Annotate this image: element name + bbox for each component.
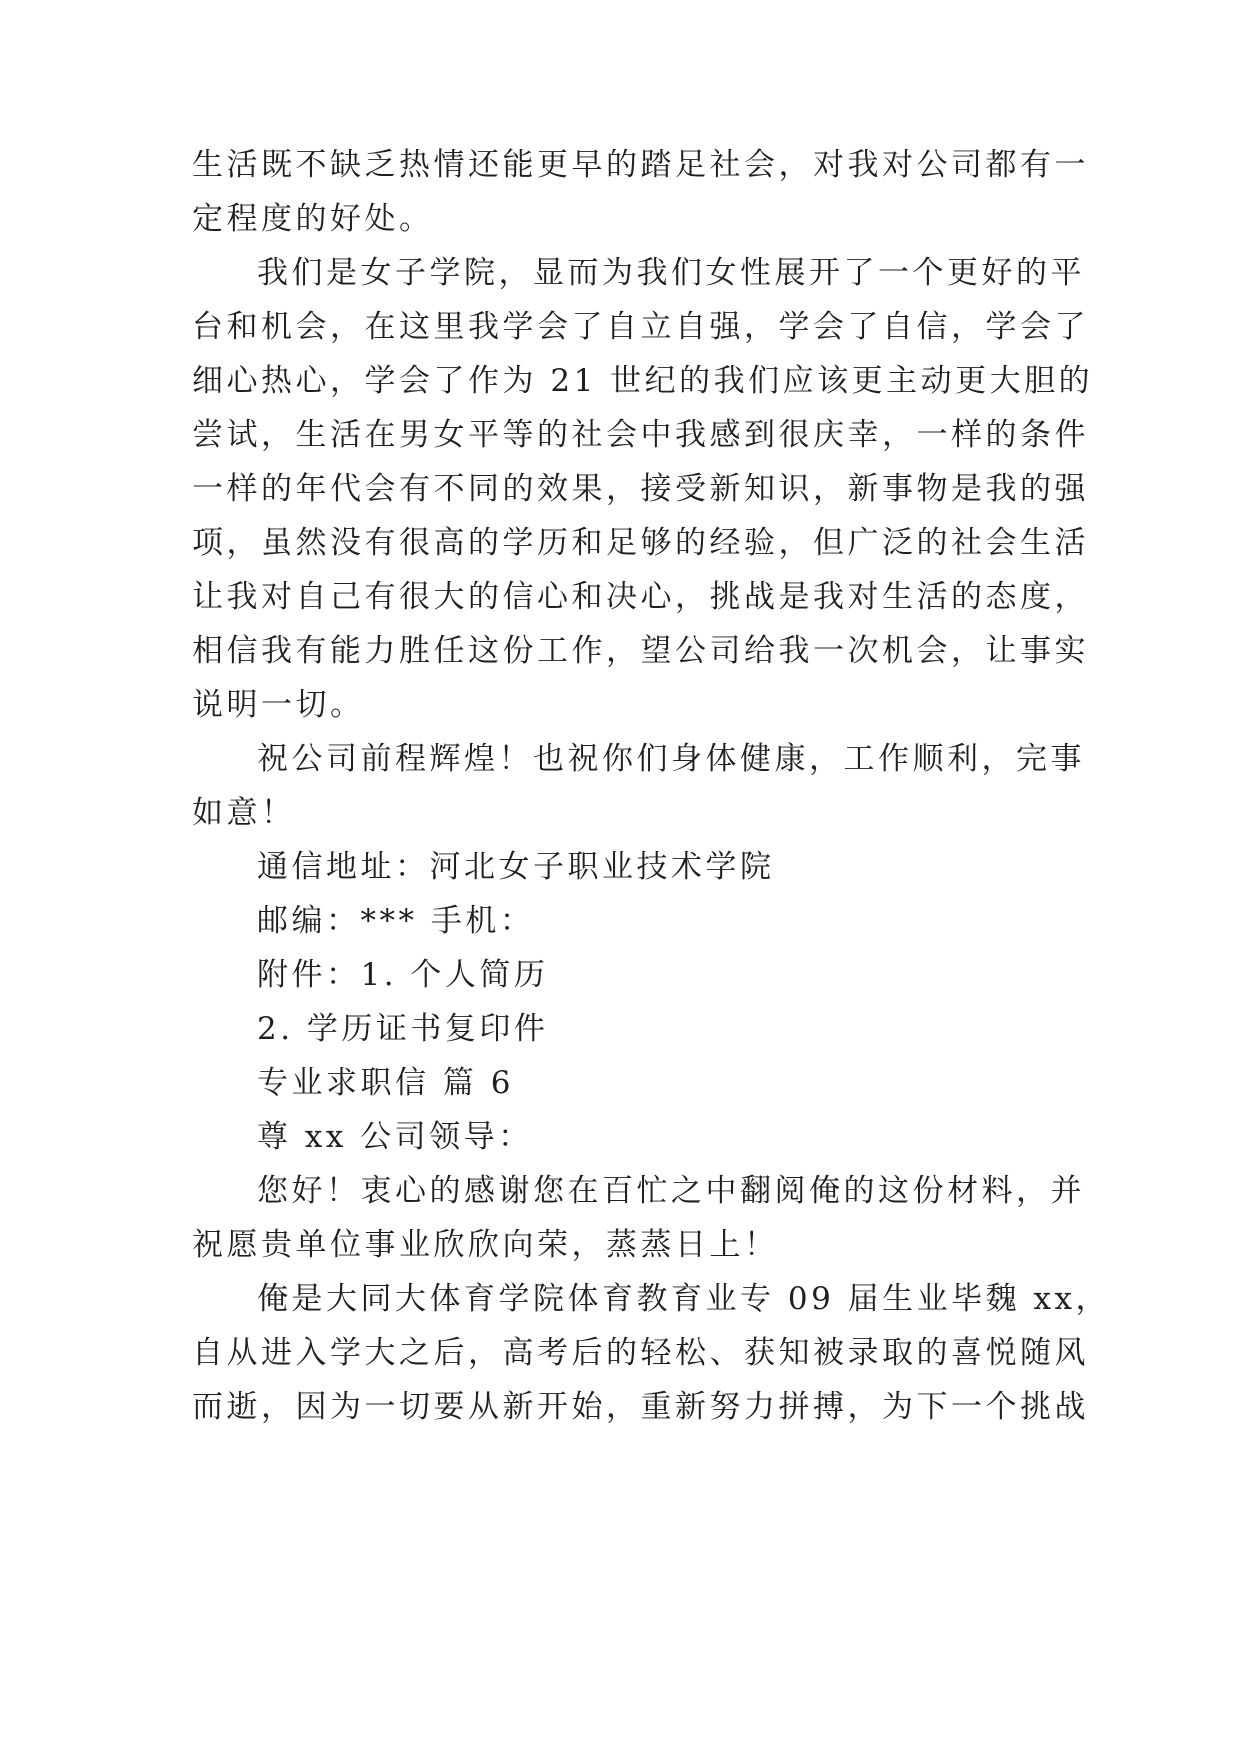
paragraph-line: 说明一切。 — [192, 687, 365, 723]
paragraph-line: 细心热心，学会了作为 21 世纪的我们应该更主动更大胆的 — [192, 363, 1094, 399]
closing-wish-line: 祝公司前程辉煌！也祝你们身体健康，工作顺利，完事 — [257, 741, 1085, 777]
mailing-address: 通信地址：河北女子职业技术学院 — [257, 849, 775, 885]
paragraph-line: 祝愿贵单位事业欣欣向荣，蒸蒸日上！ — [192, 1227, 779, 1263]
paragraph-line: 自从进入学大之后，高考后的轻松、获知被录取的喜悦随风 — [192, 1335, 1089, 1371]
paragraph-line: 项，虽然没有很高的学历和足够的经验，但广泛的社会生活 — [192, 525, 1089, 561]
paragraph-line: 让我对自己有很大的信心和决心，挑战是我对生活的态度， — [192, 579, 1089, 615]
paragraph-line: 您好！衷心的感谢您在百忙之中翻阅俺的这份材料，并 — [257, 1173, 1085, 1209]
closing-wish-line: 如意！ — [192, 795, 296, 831]
attachment-1: 附件：1. 个人简历 — [257, 957, 549, 993]
paragraph-line: 而逝，因为一切要从新开始，重新努力拼搏，为下一个挑战 — [192, 1389, 1089, 1425]
paragraph-line: 生活既不缺乏热情还能更早的踏足社会，对我对公司都有一 — [192, 147, 1089, 183]
salutation: 尊 xx 公司领导： — [257, 1119, 533, 1155]
paragraph-line: 俺是大同大体育学院体育教育业专 09 届生业毕魏 xx， — [257, 1281, 1110, 1317]
paragraph-line: 相信我有能力胜任这份工作，望公司给我一次机会，让事实 — [192, 633, 1089, 669]
postcode-phone: 邮编：*** 手机： — [257, 903, 535, 939]
paragraph-line: 定程度的好处。 — [192, 201, 434, 237]
paragraph-line: 台和机会，在这里我学会了自立自强，学会了自信，学会了 — [192, 309, 1089, 345]
paragraph-line: 尝试，生活在男女平等的社会中我感到很庆幸，一样的条件 — [192, 417, 1089, 453]
paragraph-line: 我们是女子学院，显而为我们女性展开了一个更好的平 — [257, 255, 1085, 291]
section-heading: 专业求职信 篇 6 — [257, 1065, 514, 1101]
attachment-2: 2. 学历证书复印件 — [257, 1011, 549, 1047]
paragraph-line: 一样的年代会有不同的效果，接受新知识，新事物是我的强 — [192, 471, 1089, 507]
